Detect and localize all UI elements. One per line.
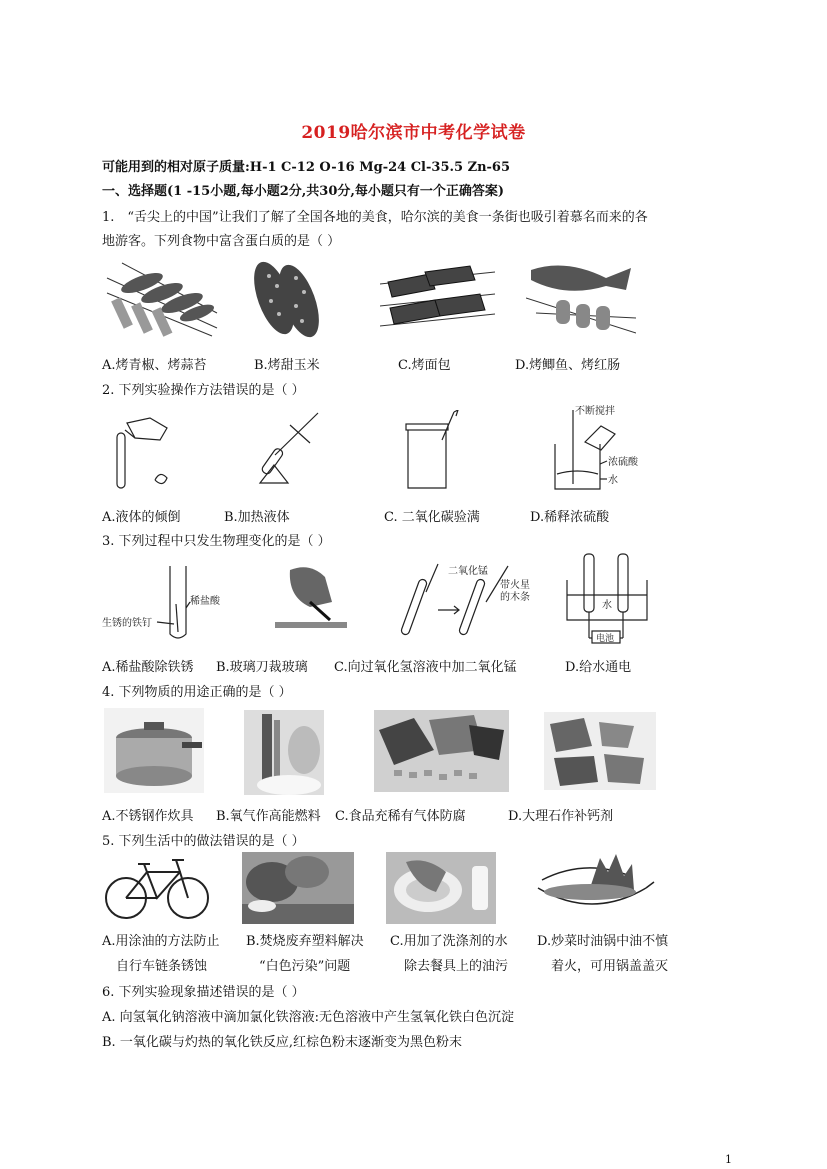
q6-option-b: B. 一氧化碳与灼热的氧化铁反应,红棕色粉末逐渐变为黑色粉末 <box>102 1035 462 1050</box>
liquid-pouring-image <box>105 408 180 493</box>
exam-title: 2019哈尔滨市中考化学试卷 <box>301 123 526 143</box>
label-splint-2: 的木条 <box>500 592 530 603</box>
label-acid: 浓硫酸 <box>608 457 638 468</box>
q3-option-a: A.稀盐酸除铁锈 <box>102 660 194 675</box>
q2-option-a: A.液体的倾倒 <box>102 510 181 525</box>
section-heading: 一、选择题(1 -15小题,每小题2分,共30分,每小题只有一个正确答案) <box>102 184 505 199</box>
q2-option-b: B.加热液体 <box>224 510 290 525</box>
label-splint-1: 带火星 <box>500 580 530 591</box>
q5-option-c-line1: C.用加了洗涤剂的水 <box>390 934 508 949</box>
wok-fire-image <box>530 850 655 924</box>
q5-option-a-line1: A.用涂油的方法防止 <box>102 934 220 949</box>
label-water-tank: 水 <box>602 600 612 611</box>
page-number: 1 <box>725 1153 732 1166</box>
q5-option-d-line1: D.炒菜时油锅中油不慎 <box>537 934 669 949</box>
burning-plastic-image <box>242 852 354 924</box>
grilled-peppers-image <box>102 258 222 338</box>
q5-stem: 5. 下列生活中的做法错误的是（ ） <box>102 834 305 849</box>
water-electrolysis-image <box>562 550 652 646</box>
washing-dishes-image <box>386 852 496 924</box>
q4-option-d: D.大理石作补钙剂 <box>508 809 614 824</box>
rocket-launch-image <box>244 710 324 795</box>
q6-option-a: A. 向氢氧化钠溶液中滴加氯化铁溶液:无色溶液中产生氢氧化铁白色沉淀 <box>102 1010 515 1025</box>
q1-option-b: B.烤甜玉米 <box>254 358 320 373</box>
q5-option-b-line2: “白色污染”问题 <box>259 959 351 974</box>
rusty-nail-test-image <box>102 564 232 644</box>
q5-option-b-line1: B.焚烧废弃塑料解决 <box>246 934 364 949</box>
q1-option-c: C.烤面包 <box>398 358 451 373</box>
q3-option-b: B.玻璃刀裁玻璃 <box>216 660 308 675</box>
q3-option-c: C.向过氧化氢溶液中加二氧化锰 <box>334 660 517 675</box>
q6-stem: 6. 下列实验现象描述错误的是（ ） <box>102 985 305 1000</box>
label-stir: 不断搅拌 <box>575 406 615 417</box>
q5-option-c-line2: 除去餐具上的油污 <box>404 959 509 974</box>
hydrogen-peroxide-mno2-image <box>396 562 536 644</box>
bicycle-image <box>102 852 212 924</box>
label-battery: 电池 <box>596 634 615 644</box>
food-packaging-image <box>374 710 509 792</box>
q4-stem: 4. 下列物质的用途正确的是（ ） <box>102 685 292 700</box>
q4-option-c: C.食品充稀有气体防腐 <box>335 809 466 824</box>
label-nail: 生锈的铁钉 <box>102 618 152 629</box>
q3-option-d: D.给水通电 <box>565 660 632 675</box>
q1-stem-line2: 地游客。下列食物中富含蛋白质的是（ ） <box>102 234 341 249</box>
q2-option-c: C. 二氧化碳验满 <box>384 510 480 525</box>
pressure-cooker-image <box>104 708 204 793</box>
grilled-corn-image <box>244 256 329 341</box>
q2-stem: 2. 下列实验操作方法错误的是（ ） <box>102 383 305 398</box>
label-water: 水 <box>608 475 618 486</box>
heating-liquid-image <box>240 405 325 490</box>
label-hcl: 稀盐酸 <box>190 596 220 607</box>
co2-full-test-image <box>398 410 468 492</box>
q1-option-a: A.烤青椒、烤蒜苔 <box>102 358 207 373</box>
atomic-masses: 可能用到的相对原子质量:H-1 C-12 O-16 Mg-24 Cl-35.5 Zn-65 <box>102 160 511 175</box>
marble-stones-image <box>544 712 656 790</box>
q2-option-d: D.稀释浓硫酸 <box>530 510 610 525</box>
q1-option-d: D.烤鲫鱼、烤红肠 <box>515 358 621 373</box>
q3-stem: 3. 下列过程中只发生物理变化的是（ ） <box>102 534 331 549</box>
glass-cutting-image <box>270 562 350 640</box>
dilute-sulfuric-acid-image <box>545 404 650 496</box>
q4-option-b: B.氧气作高能燃料 <box>216 809 321 824</box>
grilled-bread-image <box>380 264 495 336</box>
q4-option-a: A.不锈钢作炊具 <box>102 809 194 824</box>
label-mno2: 二氧化锰 <box>448 566 488 577</box>
q5-option-a-line2: 自行车链条锈蚀 <box>116 959 208 974</box>
q1-stem-line1: 1. “舌尖上的中国”让我们了解了全国各地的美食，哈尔滨的美食一条街也吸引着慕名而来的各 <box>102 210 648 225</box>
grilled-fish-image <box>526 258 636 338</box>
q5-option-d-line2: 着火，可用锅盖盖灭 <box>551 959 669 974</box>
